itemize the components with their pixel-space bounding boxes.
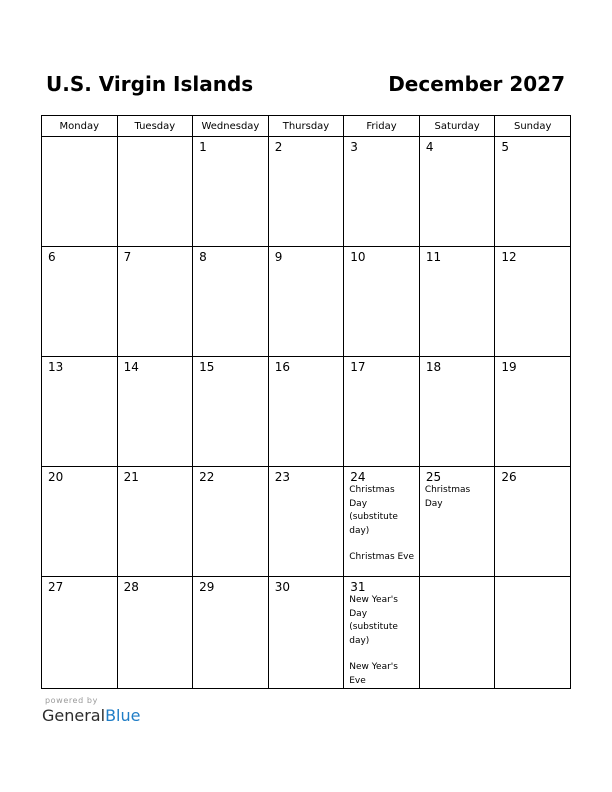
calendar-week-row bbox=[42, 137, 571, 247]
day-number: 7 bbox=[123, 250, 132, 264]
day-number: 4 bbox=[425, 140, 434, 154]
powered-by-text: powered by bbox=[45, 696, 98, 705]
holiday-list bbox=[344, 594, 419, 688]
brand-name-general: General bbox=[42, 706, 106, 725]
day-number: 31 bbox=[350, 580, 366, 594]
weekday-header: Thursday bbox=[268, 116, 344, 137]
holiday-label: Christmas Eve bbox=[349, 552, 415, 562]
calendar-day-cell bbox=[344, 577, 420, 689]
calendar-day-cell bbox=[495, 577, 571, 689]
day-number: 19 bbox=[501, 360, 517, 374]
calendar-week-row bbox=[42, 247, 571, 357]
day-number: 17 bbox=[350, 360, 366, 374]
calendar-day-cell bbox=[117, 467, 193, 577]
calendar-day-cell bbox=[268, 247, 344, 357]
day-number: 1 bbox=[199, 140, 207, 154]
region-title: U.S. Virgin Islands bbox=[46, 72, 254, 96]
calendar-day-cell bbox=[495, 357, 571, 467]
calendar-day-cell bbox=[419, 247, 495, 357]
day-number: 25 bbox=[425, 470, 442, 484]
day-number: 15 bbox=[199, 360, 215, 374]
calendar-day-cell bbox=[495, 247, 571, 357]
day-number: 10 bbox=[350, 250, 366, 264]
day-number: 3 bbox=[350, 140, 358, 154]
holiday-label: Christmas Day (substitute day) bbox=[349, 485, 398, 536]
calendar-day-cell bbox=[495, 137, 571, 247]
weekday-header: Monday bbox=[42, 116, 118, 137]
day-number bbox=[118, 137, 193, 140]
calendar-day-cell bbox=[117, 137, 193, 247]
calendar-week-row bbox=[42, 467, 571, 577]
calendar-day-cell bbox=[344, 357, 420, 467]
calendar-day-cell bbox=[42, 357, 118, 467]
weekday-header: Sunday bbox=[495, 116, 571, 137]
calendar-day-cell bbox=[42, 467, 118, 577]
calendar-grid bbox=[41, 115, 571, 689]
calendar-week-row bbox=[42, 357, 571, 467]
calendar-day-cell bbox=[419, 577, 495, 689]
weekday-header: Tuesday bbox=[117, 116, 193, 137]
day-number: 18 bbox=[425, 360, 442, 374]
calendar-day-cell bbox=[268, 137, 344, 247]
calendar-day-cell bbox=[193, 577, 269, 689]
calendar-day-cell bbox=[344, 467, 420, 577]
brand-footer bbox=[42, 696, 140, 726]
calendar-day-cell bbox=[268, 467, 344, 577]
holiday-label: New Year's Day (substitute day) bbox=[349, 595, 398, 646]
day-number: 12 bbox=[501, 250, 517, 264]
calendar-day-cell bbox=[193, 357, 269, 467]
calendar-day-cell bbox=[193, 247, 269, 357]
day-number: 16 bbox=[274, 360, 290, 374]
day-number: 9 bbox=[274, 250, 283, 264]
day-number: 20 bbox=[48, 470, 64, 484]
day-number: 22 bbox=[199, 470, 215, 484]
calendar-day-cell bbox=[42, 577, 118, 689]
calendar-day-cell bbox=[419, 467, 495, 577]
calendar-day-cell bbox=[495, 467, 571, 577]
calendar-week-row bbox=[42, 577, 571, 689]
day-number: 30 bbox=[274, 580, 290, 594]
calendar-day-cell bbox=[344, 247, 420, 357]
day-number: 5 bbox=[501, 140, 510, 154]
holiday-list bbox=[420, 484, 495, 511]
calendar-day-cell bbox=[42, 247, 118, 357]
calendar-day-cell bbox=[117, 577, 193, 689]
day-number bbox=[420, 577, 495, 580]
calendar-day-cell bbox=[117, 357, 193, 467]
brand-name-blue: Blue bbox=[105, 706, 141, 725]
holiday-label: Christmas Day bbox=[424, 485, 471, 509]
day-number: 24 bbox=[350, 470, 366, 484]
day-number: 11 bbox=[425, 250, 442, 264]
day-number: 8 bbox=[199, 250, 207, 264]
calendar-day-cell bbox=[117, 247, 193, 357]
calendar-day-cell bbox=[419, 137, 495, 247]
day-number: 29 bbox=[199, 580, 215, 594]
holiday-list bbox=[344, 484, 419, 565]
calendar-day-cell bbox=[344, 137, 420, 247]
day-number: 28 bbox=[123, 580, 139, 594]
day-number: 2 bbox=[274, 140, 283, 154]
day-number: 27 bbox=[48, 580, 64, 594]
calendar-day-cell bbox=[268, 357, 344, 467]
weekday-header: Saturday bbox=[419, 116, 495, 137]
holiday-label: New Year's Eve bbox=[349, 662, 398, 686]
weekday-header: Wednesday bbox=[193, 116, 269, 137]
day-number: 23 bbox=[274, 470, 290, 484]
weekday-header: Friday bbox=[344, 116, 420, 137]
day-number: 21 bbox=[123, 470, 139, 484]
month-year-title: December 2027 bbox=[388, 72, 565, 96]
day-number: 14 bbox=[123, 360, 139, 374]
day-number: 26 bbox=[501, 470, 517, 484]
calendar-day-cell bbox=[268, 577, 344, 689]
day-number: 13 bbox=[48, 360, 64, 374]
calendar-day-cell bbox=[193, 467, 269, 577]
brand-logo bbox=[42, 706, 140, 726]
day-number bbox=[42, 137, 117, 140]
calendar-day-cell bbox=[193, 137, 269, 247]
day-number bbox=[495, 577, 570, 580]
weekday-header-row bbox=[42, 116, 571, 137]
day-number: 6 bbox=[48, 250, 56, 264]
calendar-day-cell bbox=[419, 357, 495, 467]
calendar-day-cell bbox=[42, 137, 118, 247]
